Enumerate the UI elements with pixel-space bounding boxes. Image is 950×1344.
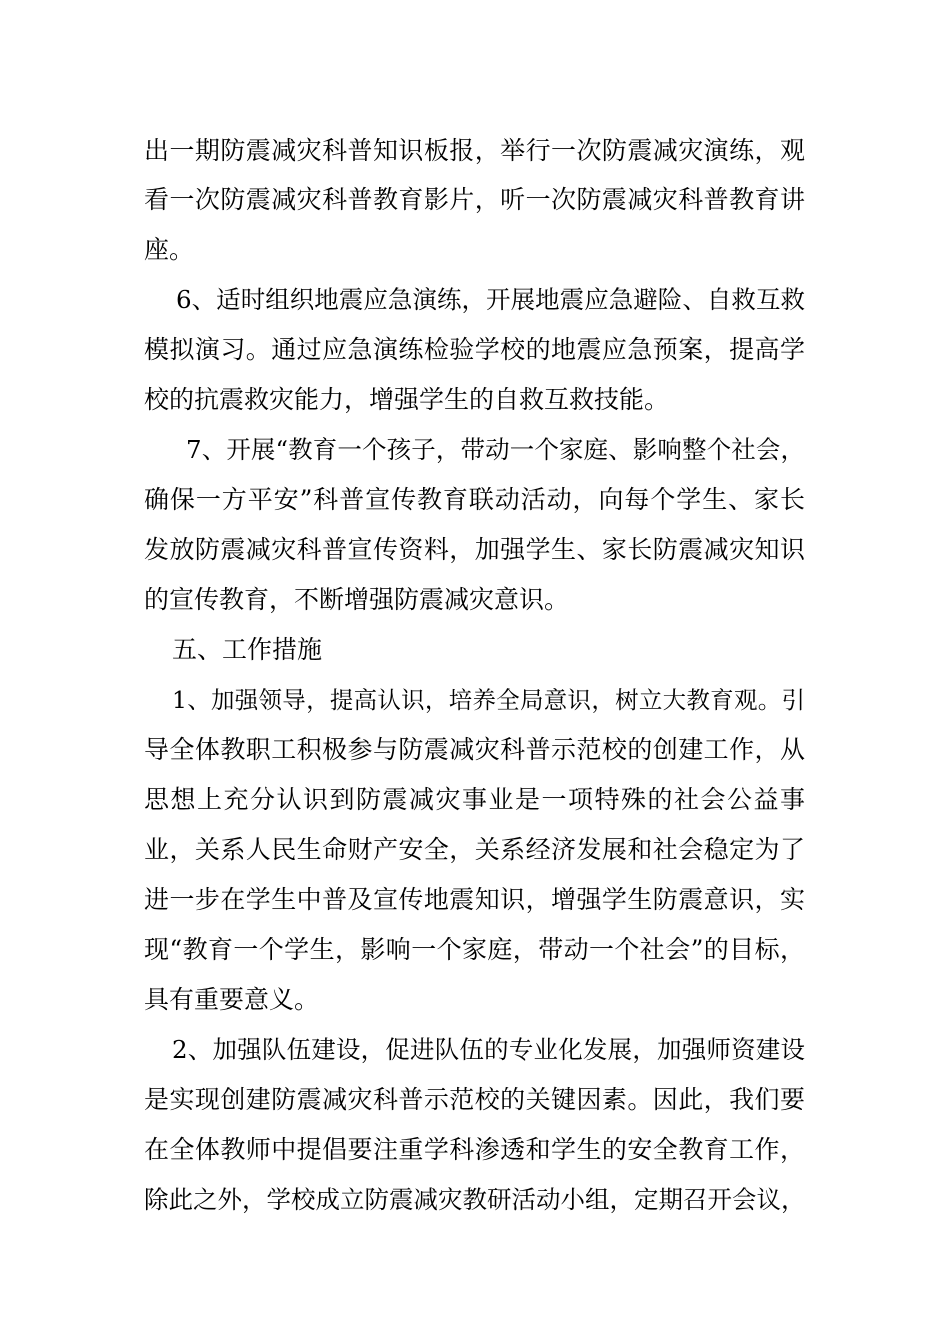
text-line: 座。 <box>144 235 195 264</box>
text-line: 具有重要意义。 <box>144 985 320 1014</box>
text-line: 进一步在学生中普及宣传地震知识，增强学生防震意识，实 <box>144 885 805 914</box>
text-line: 7、开展“教育一个孩子，带动一个家庭、影响整个社会， <box>186 435 805 464</box>
text-line: 出一期防震减灾科普知识板报，举行一次防震减灾演练，观 <box>144 136 805 165</box>
text-line: 2、加强队伍建设，促进队伍的专业化发展，加强师资建设 <box>172 1035 805 1064</box>
text-line: 除此之外，学校成立防震减灾教研活动小组，定期召开会议， <box>144 1185 806 1214</box>
text-line: 业，关系人民生命财产安全，关系经济发展和社会稳定为了 <box>144 835 805 864</box>
text-line: 导全体教职工积极参与防震减灾科普示范校的创建工作，从 <box>144 735 805 764</box>
text-line: 确保一方平安”科普宣传教育联动活动，向每个学生、家长 <box>144 485 805 514</box>
section-heading: 五、工作措施 <box>172 635 323 664</box>
text-line: 校的抗震救灾能力，增强学生的自救互救技能。 <box>144 385 670 414</box>
text-line: 发放防震减灾科普宣传资料，加强学生、家长防震减灾知识 <box>144 535 805 564</box>
text-line: 看一次防震减灾科普教育影片，听一次防震减灾科普教育讲 <box>144 185 805 214</box>
text-line: 1、加强领导，提高认识，培养全局意识，树立大教育观。引 <box>172 686 805 714</box>
text-line: 是实现创建防震减灾科普示范校的关键因素。因此，我们要 <box>144 1085 805 1114</box>
text-line: 模拟演习。通过应急演练检验学校的地震应急预案，提高学 <box>144 335 805 364</box>
text-line: 在全体教师中提倡要注重学科渗透和学生的安全教育工作， <box>144 1135 805 1164</box>
text-line: 6、适时组织地震应急演练，开展地震应急避险、自救互救 <box>176 285 805 314</box>
text-line: 的宣传教育，不断增强防震减灾意识。 <box>144 585 570 614</box>
text-line: 思想上充分认识到防震减灾事业是一项特殊的社会公益事 <box>144 785 805 814</box>
text-line: 现“教育一个学生，影响一个家庭，带动一个社会”的目标， <box>144 935 805 964</box>
